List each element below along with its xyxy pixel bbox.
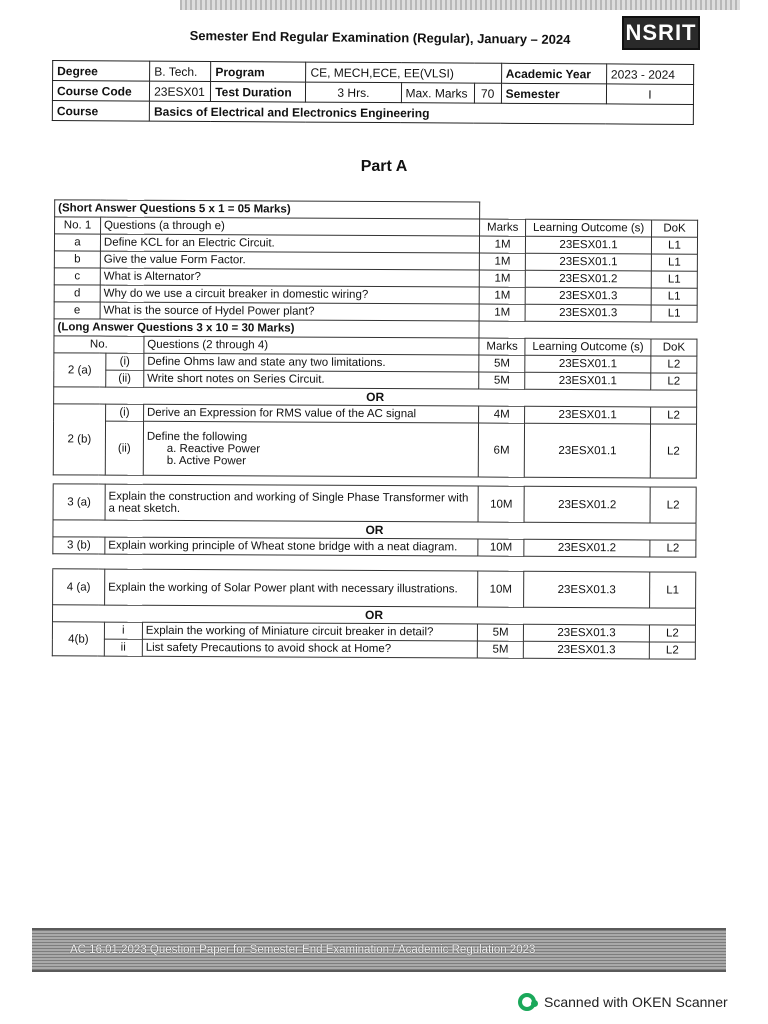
exam-title: Semester End Regular Examination (Regular), January – 2024 [189,28,571,47]
course-label: Course [52,101,149,122]
question-marks: 1M [479,270,525,287]
list-item: b. Active Power [166,454,247,467]
question-dok: L1 [651,271,697,288]
sub-question-number: (i) [106,353,144,370]
course-value: Basics of Electrical and Electronics Engineering [149,101,693,124]
question-marks: 5M [479,355,525,372]
college-logo: NSRIT [622,16,700,50]
question-dok: L1 [651,254,697,271]
table-row [53,569,696,608]
academic-year-value: 2023 - 2024 [606,64,693,85]
question-dok: L1 [650,572,696,608]
scan-edge-strip [180,0,740,10]
learning-outcome-header: Learning Outcome (s) [526,219,652,237]
question-outcome: 23ESX01.1 [525,406,651,424]
question-marks: 10M [478,486,524,522]
degree-label: Degree [53,61,150,82]
question-dok: L2 [651,407,697,424]
footer-text: AC 16.01.2023 Question Paper for Semester End Examination / Academic Regulation 2023 [70,944,536,956]
question-marks: 1M [479,287,525,304]
sub-question-number: (ii) [105,421,143,475]
test-duration-value: 3 Hrs. [306,82,401,103]
question-dok: L2 [650,424,696,478]
question-text: Define the following [146,430,248,443]
course-code-label: Course Code [52,81,149,102]
question-id: a [54,234,100,251]
question-marks: 10M [478,571,524,607]
short-no-label: No. 1 [55,217,101,234]
question-outcome: 23ESX01.2 [524,539,650,557]
question-text: Define KCL for an Electric Circuit. [100,234,479,253]
academic-year-label: Academic Year [501,63,606,84]
program-label: Program [211,62,306,83]
scanner-watermark [518,992,728,1012]
question-marks: 1M [479,304,525,321]
degree-value: B. Tech. [150,61,211,81]
question-text: Why do we use a circuit breaker in domestic wiring? [100,285,479,304]
course-code-value: 23ESX01 [150,81,211,101]
long-answer-title: (Long Answer Questions 3 x 10 = 30 Marks) [54,319,479,338]
marks-header: Marks [480,219,526,236]
question-dok: L1 [651,305,697,322]
question-outcome: 23ESX01.3 [525,304,651,322]
question-text: Write short notes on Series Circuit. [144,370,479,389]
question-marks: 6M [478,423,524,477]
question-text: Explain the working of Miniature circuit breaker in detail? [142,622,477,641]
or-separator: OR [54,387,697,407]
question-outcome: 23ESX01.1 [526,236,652,254]
question-outcome: 23ESX01.3 [523,641,649,659]
question-marks: 1M [480,236,526,253]
table-row [53,484,696,523]
question-number: 4(b) [52,622,104,656]
or-separator: OR [53,520,696,540]
question-marks: 1M [480,253,526,270]
list-item: a. Reactive Power [166,442,261,455]
sub-question-number: ii [104,639,142,656]
question-text: Define Ohms law and state any two limitations. [144,353,479,372]
oken-scanner-icon [518,993,536,1011]
question-outcome: 23ESX01.2 [525,270,651,288]
question-outcome: 23ESX01.2 [524,486,650,523]
question-number: 2 (b) [53,404,105,475]
question-number: 3 (b) [53,537,105,554]
question-marks: 4M [479,406,525,423]
short-answer-title: (Short Answer Questions 5 x 1 = 05 Marks) [55,200,480,219]
question-dok: L2 [651,373,697,390]
sub-question-number: (ii) [106,370,144,387]
question-outcome: 23ESX01.3 [525,287,651,305]
question-text: Explain working principle of Wheat stone bridge with a neat diagram. [105,537,478,556]
dok-header: DoK [652,220,698,237]
question-outcome: 23ESX01.3 [524,571,650,608]
question-marks: 5M [477,641,523,658]
short-questions-header: Questions (a through e) [100,217,479,236]
semester-value: I [606,84,693,105]
long-questions-header: Questions (2 through 4) [144,336,479,355]
question-marks: 5M [479,372,525,389]
question-text: What is the source of Hydel Power plant? [100,302,479,321]
sub-question-number: i [104,622,142,639]
question-outcome: 23ESX01.1 [525,372,651,390]
question-dok: L2 [649,642,695,659]
question-id: c [54,268,100,285]
semester-label: Semester [501,83,606,104]
question-text: Explain the working of Solar Power plant with necessary illustrations. [104,569,477,607]
question-outcome: 23ESX01.3 [524,624,650,642]
question-id: b [54,251,100,268]
question-text: Explain the construction and working of Single Phase Transformer with a neat sketch. [105,484,478,522]
question-text-block [143,421,479,477]
sub-question-number: (i) [105,404,143,421]
question-dok: L1 [651,237,697,254]
question-marks: 5M [478,624,524,641]
question-outcome: 23ESX01.1 [525,253,651,271]
question-outcome: 23ESX01.1 [524,423,650,478]
exam-info-table [52,60,694,125]
long-no-label: No. [54,336,144,353]
question-dok: L2 [650,487,696,523]
table-row [53,421,696,478]
scanner-label: Scanned with OKEN Scanner [544,994,728,1010]
question-text: Give the value Form Factor. [100,251,479,270]
question-marks: 10M [478,539,524,556]
part-title: Part A [360,158,408,175]
dok-header: DoK [651,339,697,356]
program-value: CE, MECH,ECE, EE(VLSI) [306,62,501,83]
question-number: 2 (a) [54,353,106,387]
question-text: Derive an Expression for RMS value of the AC signal [143,404,478,423]
or-separator: OR [52,605,695,625]
question-outcome: 23ESX01.1 [525,355,651,373]
marks-header: Marks [479,338,525,355]
table-row [52,639,695,659]
max-marks-value: 70 [474,83,501,103]
question-dok: L1 [651,288,697,305]
max-marks-label: Max. Marks [401,83,474,103]
test-duration-label: Test Duration [211,82,306,103]
question-dok: L2 [651,356,697,373]
question-number: 4 (a) [53,569,105,605]
question-dok: L2 [650,540,696,557]
question-id: d [54,285,100,302]
question-dok: L2 [649,625,695,642]
questions-table [52,199,698,659]
question-number: 3 (a) [53,484,105,520]
question-text: What is Alternator? [100,268,479,287]
question-id: e [54,302,100,319]
learning-outcome-header: Learning Outcome (s) [525,338,651,356]
question-text: List safety Precautions to avoid shock at Home? [142,639,477,658]
